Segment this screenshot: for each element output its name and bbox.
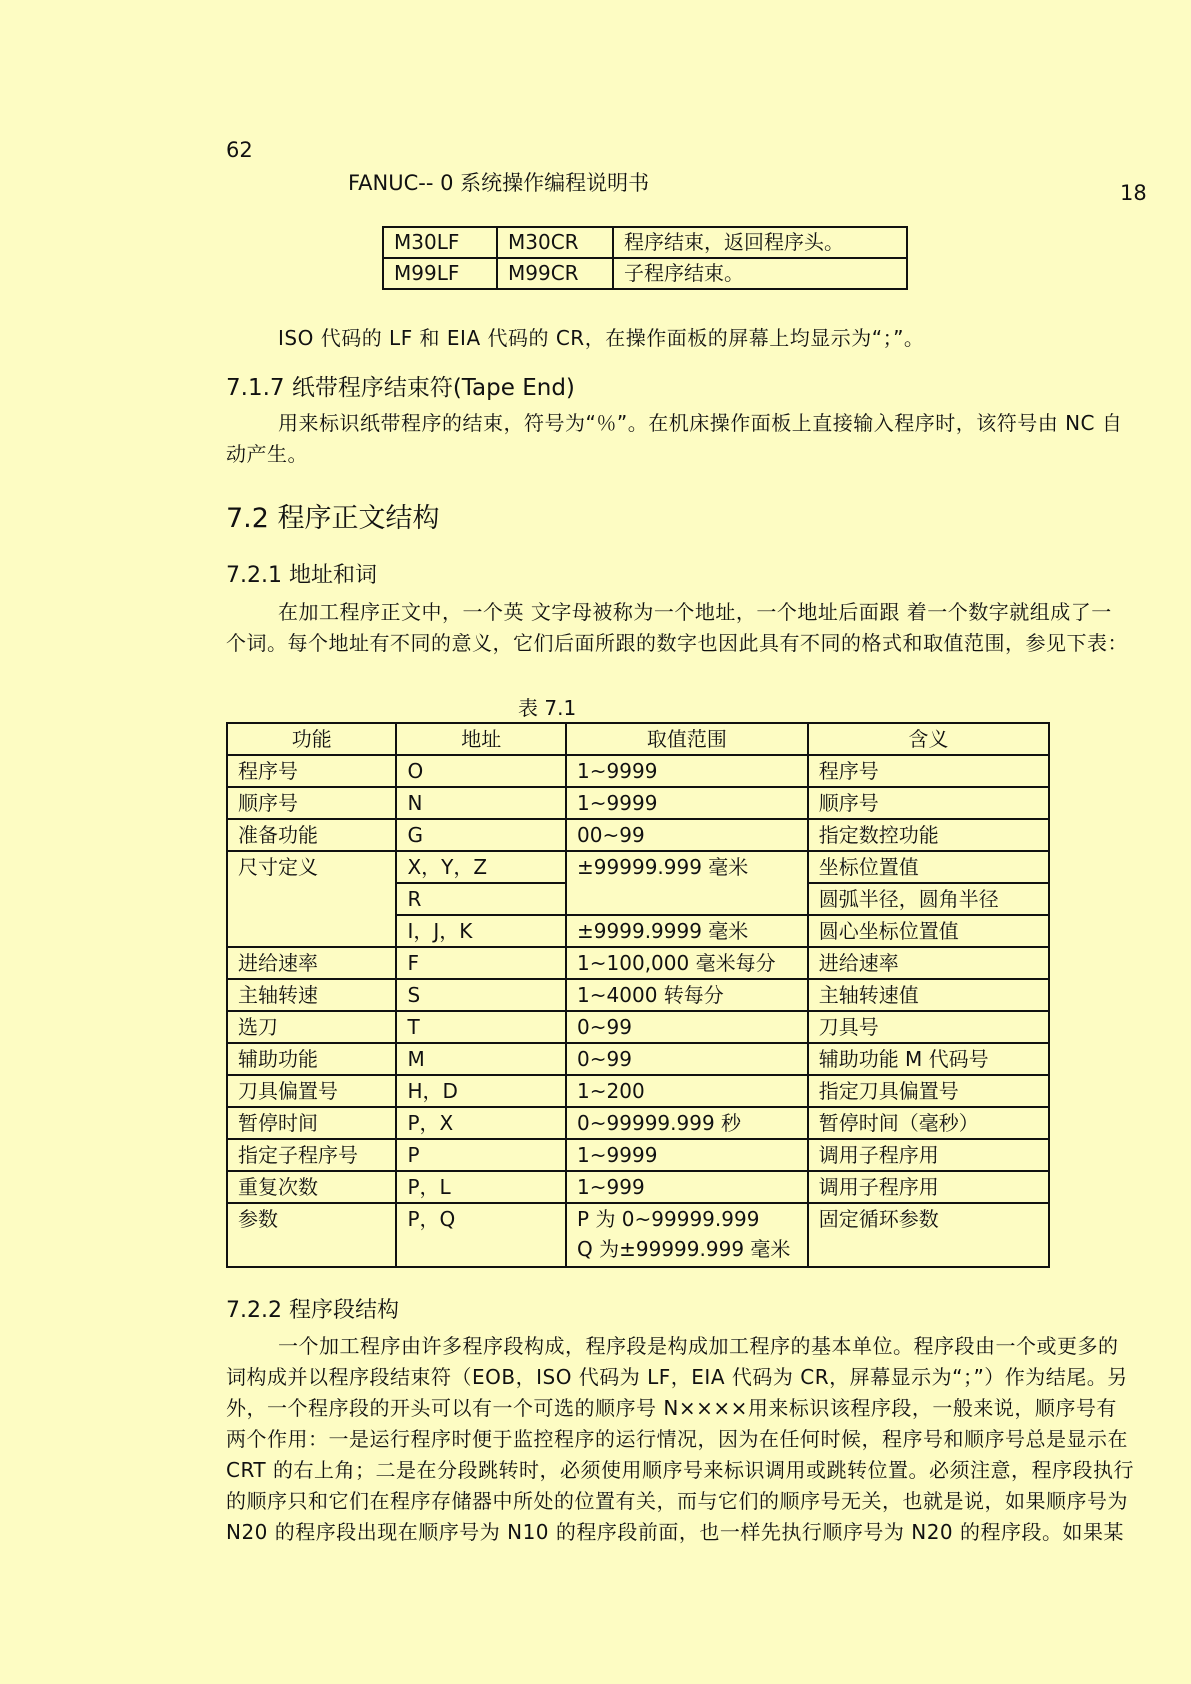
function-cell: 程序号: [227, 755, 396, 787]
section-heading-721: 7.2.1 地址和词: [226, 563, 377, 588]
meaning-cell: 坐标位置值: [808, 851, 1049, 883]
table-row: [227, 979, 1049, 1011]
address-cell: P: [396, 1139, 566, 1171]
table-row: [227, 1203, 1049, 1267]
table-row: [383, 258, 907, 289]
range-cell: 1~200: [566, 1075, 808, 1107]
table-row: [227, 755, 1049, 787]
range-cell: 1~100,000 毫米每分: [566, 947, 808, 979]
address-cell: G: [396, 819, 566, 851]
meaning-cell: 调用子程序用: [808, 1139, 1049, 1171]
function-cell: 重复次数: [227, 1171, 396, 1203]
page-number-left: 62: [226, 138, 253, 162]
section-body-722: 一个加工程序由许多程序段构成，程序段是构成加工程序的基本单位。程序段由一个或更多的词构成并以程序段结束符（EOB，ISO 代码为 LF，EIA 代码为 CR，屏幕显示为“；”）作为结尾。另外，一个程序段的开头可以有一个可选的顺序号 N××××用来标识该程序段，一般来说，顺序号有两个作用：一是运行程序时便于监控程序的运行情况，因为在任何时候，程序号和顺序号总是显示在 CRT 的右上角；二是在分段跳转时，必须使用顺序号来标识调用或跳转位置。必须注意，程序段执行的顺序只和它们在程序存储器中所处的位置有关，而与它们的顺序号无关，也就是说，如果顺序号为 N20 的程序段出现在顺序号为 N10 的程序段前面，也一样先执行顺序号为 N20 的程序段。如果某: [226, 1334, 1134, 1544]
range-line-1: P 为 0~99999.999: [577, 1207, 760, 1231]
section-body-717: 用来标识纸带程序的结束，符号为“％”。在机床操作面板上直接输入程序时，该符号由 NC 自动产生。: [226, 411, 1123, 466]
address-cell: F: [396, 947, 566, 979]
meaning-cell: 程序结束，返回程序头。: [613, 227, 907, 258]
iso-code-cell: M99LF: [383, 258, 497, 289]
function-cell: 进给速率: [227, 947, 396, 979]
function-cell: 暂停时间: [227, 1107, 396, 1139]
page-number-right: 18: [1120, 181, 1147, 205]
table-row: [227, 1171, 1049, 1203]
range-cell: 0~99: [566, 1011, 808, 1043]
iso-code-cell: M30LF: [383, 227, 497, 258]
end-code-table: [382, 226, 908, 290]
header-range: 取值范围: [566, 723, 808, 755]
iso-note: ISO 代码的 LF 和 EIA 代码的 CR，在操作面板的屏幕上均显示为“；”。: [278, 326, 925, 350]
address-cell: N: [396, 787, 566, 819]
address-table: [226, 722, 1050, 1268]
range-cell: [566, 1203, 808, 1267]
meaning-cell: 圆弧半径，圆角半径: [808, 883, 1049, 915]
function-cell: 主轴转速: [227, 979, 396, 1011]
table-caption: 表 7.1: [518, 696, 577, 720]
section-heading-717: 7.1.7 纸带程序结束符(Tape End): [226, 375, 575, 401]
eia-code-cell: M99CR: [497, 258, 613, 289]
range-cell: ±9999.9999 毫米: [566, 915, 808, 947]
range-cell: 1~9999: [566, 787, 808, 819]
meaning-cell: 调用子程序用: [808, 1171, 1049, 1203]
address-cell: P，L: [396, 1171, 566, 1203]
range-cell: 00~99: [566, 819, 808, 851]
function-cell: 尺寸定义: [227, 851, 396, 947]
header-meaning: 含义: [808, 723, 1049, 755]
meaning-cell: 程序号: [808, 755, 1049, 787]
range-cell: 0~99999.999 秒: [566, 1107, 808, 1139]
header-address: 地址: [396, 723, 566, 755]
address-cell: X，Y，Z: [396, 851, 566, 883]
meaning-cell: 顺序号: [808, 787, 1049, 819]
meaning-cell: 主轴转速值: [808, 979, 1049, 1011]
table-row: [227, 1043, 1049, 1075]
eia-code-cell: M30CR: [497, 227, 613, 258]
range-line-2: Q 为±99999.999 毫米: [577, 1237, 791, 1261]
address-cell: T: [396, 1011, 566, 1043]
function-cell: 刀具偏置号: [227, 1075, 396, 1107]
meaning-cell: 固定循环参数: [808, 1203, 1049, 1267]
section-heading-722: 7.2.2 程序段结构: [226, 1298, 399, 1323]
meaning-cell: 刀具号: [808, 1011, 1049, 1043]
table-row: [227, 819, 1049, 851]
table-row: [227, 1075, 1049, 1107]
range-cell: 1~9999: [566, 755, 808, 787]
section-body-721: 在加工程序正文中，一个英 文字母被称为一个地址，一个地址后面跟 着一个数字就组成了一个词。每个地址有不同的意义，它们后面所跟的数字也因此具有不同的格式和取值范围，参见下表：: [226, 600, 1128, 655]
range-cell: 1~9999: [566, 1139, 808, 1171]
range-cell: 1~4000 转每分: [566, 979, 808, 1011]
table-row: [383, 227, 907, 258]
meaning-cell: 暂停时间（毫秒）: [808, 1107, 1049, 1139]
table-row: [227, 1107, 1049, 1139]
function-cell: 辅助功能: [227, 1043, 396, 1075]
header-title: FANUC-- 0 系统操作编程说明书: [348, 171, 650, 195]
address-cell: P，X: [396, 1107, 566, 1139]
meaning-cell: 指定数控功能: [808, 819, 1049, 851]
table-row: [227, 851, 1049, 883]
meaning-cell: 指定刀具偏置号: [808, 1075, 1049, 1107]
header-function: 功能: [227, 723, 396, 755]
table-row: [227, 1011, 1049, 1043]
range-cell: ±99999.999 毫米: [566, 851, 808, 915]
table-row: [227, 947, 1049, 979]
meaning-cell: 圆心坐标位置值: [808, 915, 1049, 947]
table-row: [227, 1139, 1049, 1171]
function-cell: 指定子程序号: [227, 1139, 396, 1171]
function-cell: 选刀: [227, 1011, 396, 1043]
table-header-row: [227, 723, 1049, 755]
address-cell: S: [396, 979, 566, 1011]
address-cell: P，Q: [396, 1203, 566, 1267]
address-cell: M: [396, 1043, 566, 1075]
function-cell: 参数: [227, 1203, 396, 1267]
section-heading-72: 7.2 程序正文结构: [226, 503, 440, 534]
function-cell: 准备功能: [227, 819, 396, 851]
table-row: [227, 787, 1049, 819]
meaning-cell: 辅助功能 M 代码号: [808, 1043, 1049, 1075]
range-cell: 1~999: [566, 1171, 808, 1203]
range-cell: 0~99: [566, 1043, 808, 1075]
address-cell: I，J，K: [396, 915, 566, 947]
meaning-cell: 进给速率: [808, 947, 1049, 979]
address-cell: R: [396, 883, 566, 915]
function-cell: 顺序号: [227, 787, 396, 819]
meaning-cell: 子程序结束。: [613, 258, 907, 289]
address-cell: H，D: [396, 1075, 566, 1107]
address-cell: O: [396, 755, 566, 787]
